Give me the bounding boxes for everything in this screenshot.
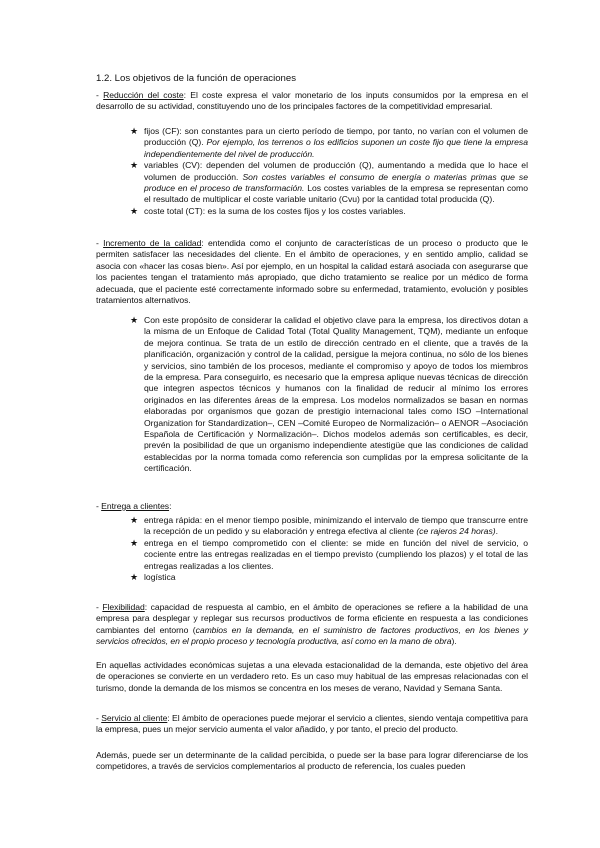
- flexibilidad-paragraph-2: En aquellas actividades económicas sujetas a una elevada estacionalidad de la demanda, este objetivo del área de operaciones se convierte en un verdadero reto. Es un caso muy habitual de las empresas relacionadas con el turismo, donde la demanda de los mismos se concentra en los meses de verano, Navidad y Semana Santa.: [96, 660, 528, 693]
- reduccion-coste-label: Reducción del coste: [103, 90, 184, 100]
- star-bullet-icon: ★: [130, 315, 139, 325]
- calidad-bullets: [130, 315, 528, 475]
- bullet-fijos: ★ fijos (CF): son constantes para un cierto período de tiempo, por tanto, no varían con el volumen de producción (Q). Por ejemplo, los terrenos o los edificios suponen un coste fijo que tiene la empresa independientemente del nivel de producción.: [130, 126, 528, 159]
- bullet-entrega-rapida: ★ entrega rápida: en el menor tiempo posible, minimizando el intervalo de tiempo que transcurre entre la recepción de un pedido y su elaboración y entrega efectiva al cliente (ce rajeros 24 horas).: [130, 515, 528, 537]
- entrega-bullets: [130, 515, 528, 583]
- reduccion-coste-paragraph: - Reducción del coste: El coste expresa el valor monetario de los inputs consumidos por la empresa en el desarrollo de su actividad, constituyendo uno de los principales factores de la competitividad empresarial.: [96, 90, 528, 112]
- servicio-paragraph: - Servicio al cliente: El ámbito de operaciones puede mejorar el servicio a clientes, siendo ventaja competitiva para la empresa, pues un mejor servicio aumenta el valor añadido, y por tanto, el precio del producto.: [96, 713, 529, 735]
- calidad-paragraph: - Incremento de la calidad: entendida como el conjunto de características de un proceso o producto que le permiten satisfacer las necesidades del cliente. En el ámbito de operaciones, y en sentido amplio, calidad se asocia con «hacer las cosas bien». Así por ejemplo, en un hospital la calidad estará asociada con asegurarse que los pacientes tengan el tratamiento más apropiado, que dicho tratamiento se realice por un médico de forma adecuada, que el paciente esté correctamente informado sobre su enfermedad, tratamiento, evolución y posibles tratamientos alternativos.: [96, 238, 529, 306]
- star-bullet-icon: ★: [130, 205, 139, 216]
- entrega-label: Entrega a clientes: [101, 501, 170, 511]
- star-bullet-icon: ★: [130, 537, 139, 548]
- bullet-entrega-tiempo: ★ entrega en el tiempo comprometido con el cliente: se mide en función del nivel de servicio, o cociente entre las entregas realizadas en el tiempo previsto (cumpliendo los plazos) y el total de las entregas realizadas a los clientes.: [130, 537, 528, 571]
- section-heading: 1.2. Los objetivos de la función de operaciones: [96, 73, 297, 84]
- star-bullet-icon: ★: [130, 515, 139, 525]
- star-bullet-icon: ★: [130, 126, 139, 136]
- cost-bullets: [130, 126, 528, 217]
- servicio-label: Servicio al cliente: [101, 713, 168, 723]
- bullet-logistica: ★ logística: [130, 572, 176, 583]
- flexibilidad-paragraph: - Flexibilidad: capacidad de respuesta al cambio, en el ámbito de operaciones se refiere a la habilidad de una empresa para desplegar y replegar sus recursos productivos de forma eficiente en respuesta a las condiciones cambiantes del entorno (cambios en la demanda, en el suministro de factores productivos, en los bienes y servicios ofrecidos, en el propio proceso y tecnología productiva, así como en la mano de obra).: [96, 602, 529, 647]
- star-bullet-icon: ★: [130, 572, 139, 583]
- flexibilidad-label: Flexibilidad: [102, 602, 145, 612]
- bullet-tqm: ★ Con este propósito de considerar la calidad el objetivo clave para la empresa, los directivos dotan a la misma de un Enfoque de Calidad Total (Total Quality Management, TQM), mediante un enfoque de mejora continua. Se trata de un estilo de dirección centrado en el cliente, que a través de la planificación, organización y control de la calidad, persigue la mejora continua, no sólo de los bienes y servicios, sino también de los procesos, mediante el compromiso y apoyo de todos los miembros de la empresa. Para conseguirlo, es necesario que la empresa aplique nuevas técnicas de dirección que integren aspectos técnicos y humanos con la finalidad de reducir al mínimo los errores originados en las diferentes áreas de la empresa. Los modelos normalizados se basan en normas elaboradas por organismos que gozan de prestigio internacional tales como ISO –International Organization for Standardization–, CEN –Comité Europeo de Normalización– o AENOR –Asociación Española de Certificación y Normalización–. Dichos modelos además son certificables, es decir, prevén la posibilidad de que un organismo independiente atestigüe que las condiciones de calidad establecidas por la norma tomada como referencia son cumplidas por la empresa solicitante de la certificación.: [130, 315, 528, 474]
- star-bullet-icon: ★: [130, 160, 139, 171]
- bullet-total: ★ coste total (CT): es la suma de los costes fijos y los costes variables.: [130, 205, 406, 216]
- servicio-paragraph-2: Además, puede ser un determinante de la calidad percibida, o puede ser la base para lograr diferenciarse de los competidores, a través de servicios complementarios al producto de referencia, los cuales pueden: [96, 750, 528, 772]
- entrega-paragraph: - Entrega a clientes:: [96, 501, 172, 511]
- calidad-label: Incremento de la calidad: [103, 238, 202, 248]
- bullet-variables: ★ variables (CV): dependen del volumen de producción (Q), aumentando a medida que lo hace el volumen de producción. Son costes variables el consumo de energía o materias primas que se produce en el proceso de transformación. Los costes variables de la empresa se representan como el resultado de multiplicar el coste variable unitario (Cvu) por la cantidad total producida (Q).: [130, 160, 528, 205]
